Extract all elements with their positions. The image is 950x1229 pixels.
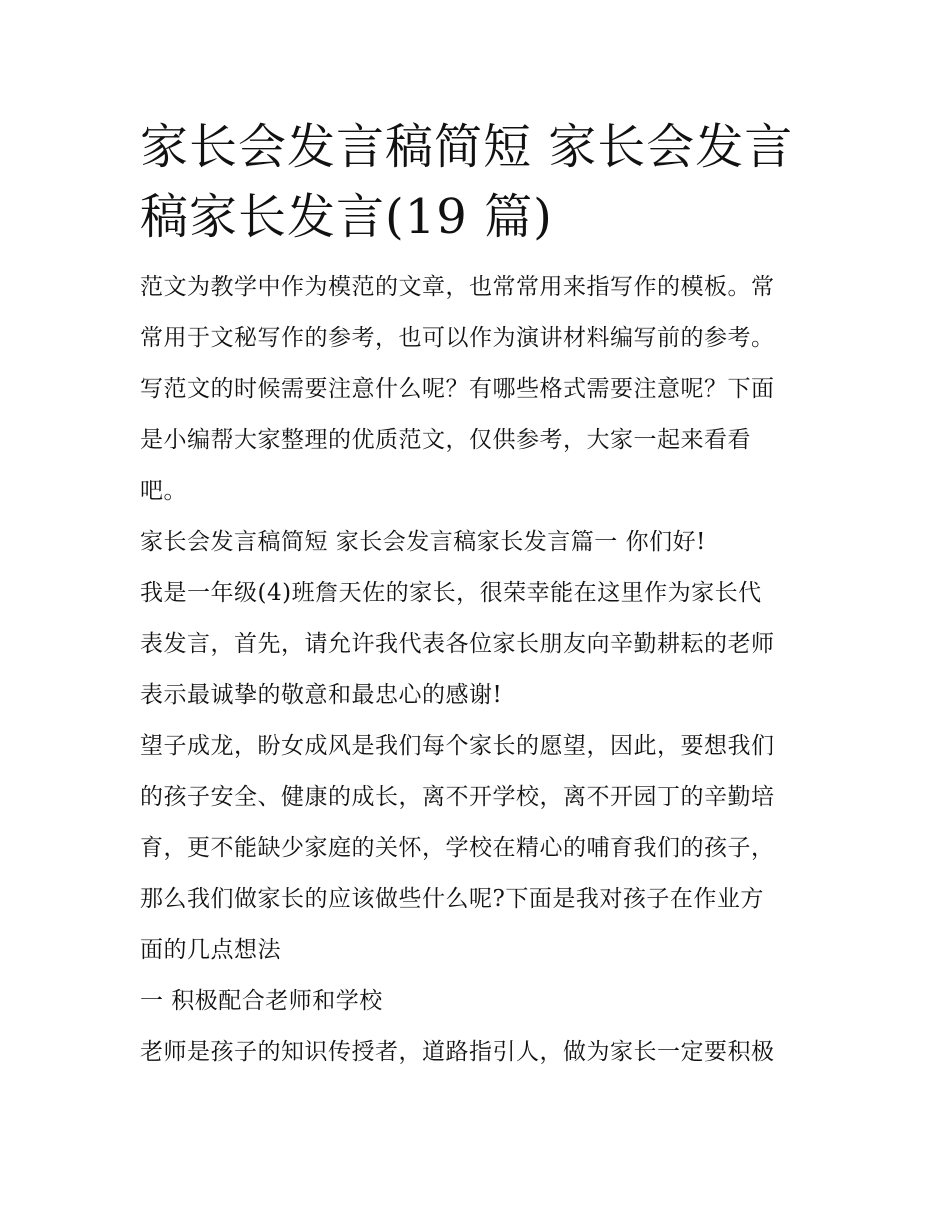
subsection-heading: 一 积极配合老师和学校 [140, 988, 383, 1014]
body-line: 的孩子安全、健康的成长，离不开学校，离不开园丁的辛勤培 [140, 784, 775, 810]
body-line: 是小编帮大家整理的优质范文，仅供参考，大家一起来看看 [140, 427, 751, 453]
title-line: 家长会发言稿简短 家长会发言 [140, 119, 794, 175]
body-line: 那么我们做家长的应该做些什么呢?下面是我对孩子在作业方 [140, 886, 764, 912]
body-line: 吧。 [140, 478, 187, 504]
body-line: 写范文的时候需要注意什么呢？有哪些格式需要注意呢？下面 [140, 376, 775, 402]
document-body [140, 262, 820, 1078]
body-line: 我是一年级(4)班詹天佐的家长，很荣幸能在这里作为家长代 [140, 580, 762, 606]
body-line: 面的几点想法 [140, 937, 281, 963]
body-line: 望子成龙，盼女成风是我们每个家长的愿望，因此，要想我们 [140, 733, 775, 759]
document-title [140, 112, 820, 252]
body-line: 表示最诚挚的敬意和最忠心的感谢! [140, 682, 503, 708]
body-line: 表发言，首先，请允许我代表各位家长朋友向辛勤耕耘的老师 [140, 631, 775, 657]
body-line: 老师是孩子的知识传授者，道路指引人，做为家长一定要积极 [140, 1039, 775, 1065]
section-heading: 家长会发言稿简短 家长会发言稿家长发言篇一 你们好! [140, 529, 706, 555]
body-line: 育，更不能缺少家庭的关怀，学校在精心的哺育我们的孩子， [140, 835, 775, 861]
document-page [140, 112, 820, 1078]
body-line: 范文为教学中作为模范的文章，也常常用来指写作的模板。常 [140, 274, 775, 300]
body-line: 常用于文秘写作的参考，也可以作为演讲材料编写前的参考。 [140, 325, 775, 351]
title-line: 稿家长发言(19 篇) [140, 189, 553, 245]
